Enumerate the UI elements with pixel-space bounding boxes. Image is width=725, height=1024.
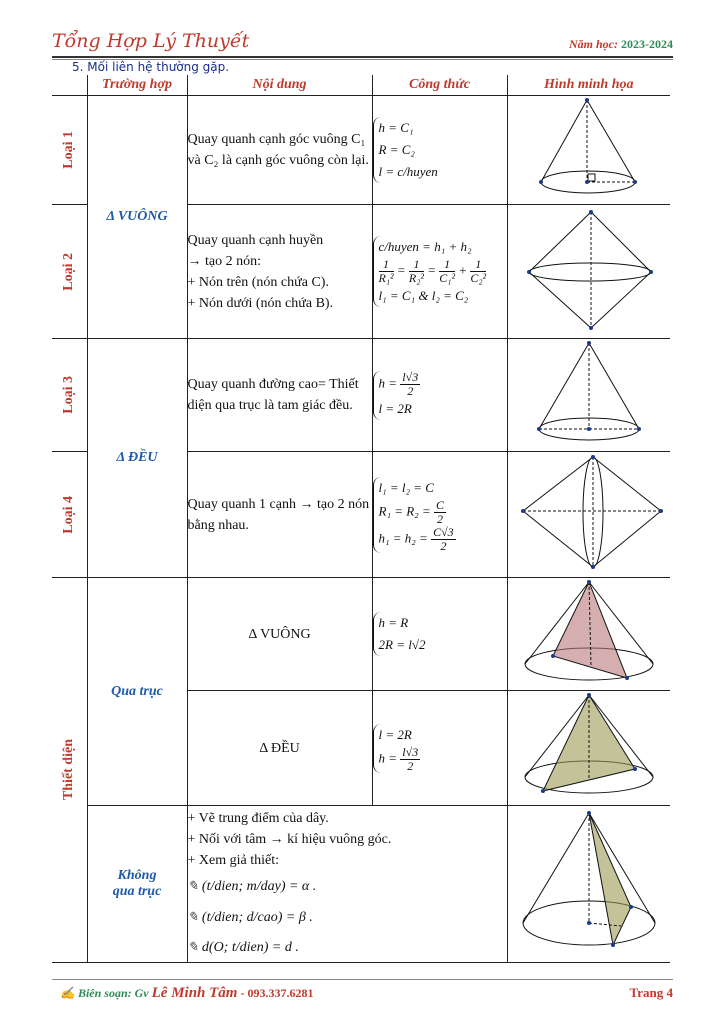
relation-table <box>52 75 670 963</box>
row-label-loai4: Loại 4 <box>61 495 77 534</box>
figure-loai1 <box>507 96 670 205</box>
content-loai1: Quay quanh cạnh góc vuông C₁ và C₂ là cạnh góc vuông còn lại. <box>187 96 372 205</box>
formula-loai4: l₁ = l₂ = C R₁ = R₂ = $\frac{C}{2}$ h₁ = h₂ = $\frac{C√3}{2}$ <box>372 452 507 578</box>
page-number: Trang 4 <box>629 985 673 1000</box>
group-qua-truc: Qua trục <box>87 578 187 806</box>
section-title: 5. Mối liên hệ thường gặp. <box>72 60 230 74</box>
header-title: Tổng Hợp Lý Thuyết <box>52 30 250 52</box>
content-qt-vuong: Δ VUÔNG <box>187 578 372 691</box>
footer-divider <box>52 979 673 980</box>
content-loai4: Quay quanh 1 cạnh → tạo 2 nón bằng nhau. <box>187 452 372 578</box>
pen-icon: ✍ <box>60 986 75 1000</box>
figure-khong-qua-truc <box>507 806 670 963</box>
col-header-case: Trường hợp <box>87 75 187 96</box>
col-header-figure: Hình minh họa <box>507 75 670 96</box>
footer-author: ✍ Biên soạn: Gv Lê Minh Tâm - 093.337.6281 <box>60 985 314 1001</box>
figure-loai3 <box>507 339 670 452</box>
group-khong-qua-truc: Không qua trục <box>87 806 187 963</box>
figure-loai2 <box>507 205 670 339</box>
content-khong-qua-truc: + Vẽ trung điểm của dây. + Nối với tâm → kí hiệu vuông góc. + Xem giả thiết: ✎ (t/dien; m/day) = α . ✎ (t/dien; d/cao) = β . ✎ d(O; t/dien) = d . <box>187 806 507 963</box>
pencil-icon: ✎ <box>187 878 199 893</box>
formula-loai1: h = C₁ R = C₂ l = c/huyen <box>372 96 507 205</box>
formula-loai3: h = $\frac{l√3}{2}$ l = 2R <box>372 339 507 452</box>
row-label-loai2: Loại 2 <box>61 252 77 291</box>
pencil-icon: ✎ <box>187 939 199 954</box>
col-header-content: Nội dung <box>187 75 372 96</box>
formula-qt-vuong: h = R 2R = l√2 <box>372 578 507 691</box>
pencil-icon: ✎ <box>187 909 199 924</box>
row-label-loai3: Loại 3 <box>61 376 77 414</box>
formula-qt-deu: l = 2R h = $\frac{l√3}{2}$ <box>372 691 507 806</box>
row-label-loai1: Loại 1 <box>61 131 77 169</box>
group-vuong: Δ VUÔNG <box>87 96 187 339</box>
header-divider <box>52 56 673 58</box>
row-label-thiet-dien: Thiết diện <box>61 739 77 801</box>
group-deu: Δ ĐỀU <box>87 339 187 578</box>
figure-qt-vuong <box>507 578 670 691</box>
formula-loai2: c/huyen = h₁ + h₂ $\frac{1}{\text{R₁²}}$ = $\frac{1}{\text{R₂²}}$ = $\frac{1}{\text{C₁²}}$ + $\frac{1}{\text{C₂²}}$ l₁ = C₁ & l₂ = C₂ <box>372 205 507 339</box>
figure-loai4 <box>507 452 670 578</box>
content-qt-deu: Δ ĐỀU <box>187 691 372 806</box>
header-year: Năm học: 2023-2024 <box>569 37 673 51</box>
content-loai3: Quay quanh đường cao= Thiết diện qua trục là tam giác đều. <box>187 339 372 452</box>
col-header-formula: Công thức <box>372 75 507 96</box>
content-loai2: Quay quanh cạnh huyền → tạo 2 nón: + Nón trên (nón chứa C). + Nón dưới (nón chứa B). <box>187 205 372 339</box>
figure-qt-deu <box>507 691 670 806</box>
